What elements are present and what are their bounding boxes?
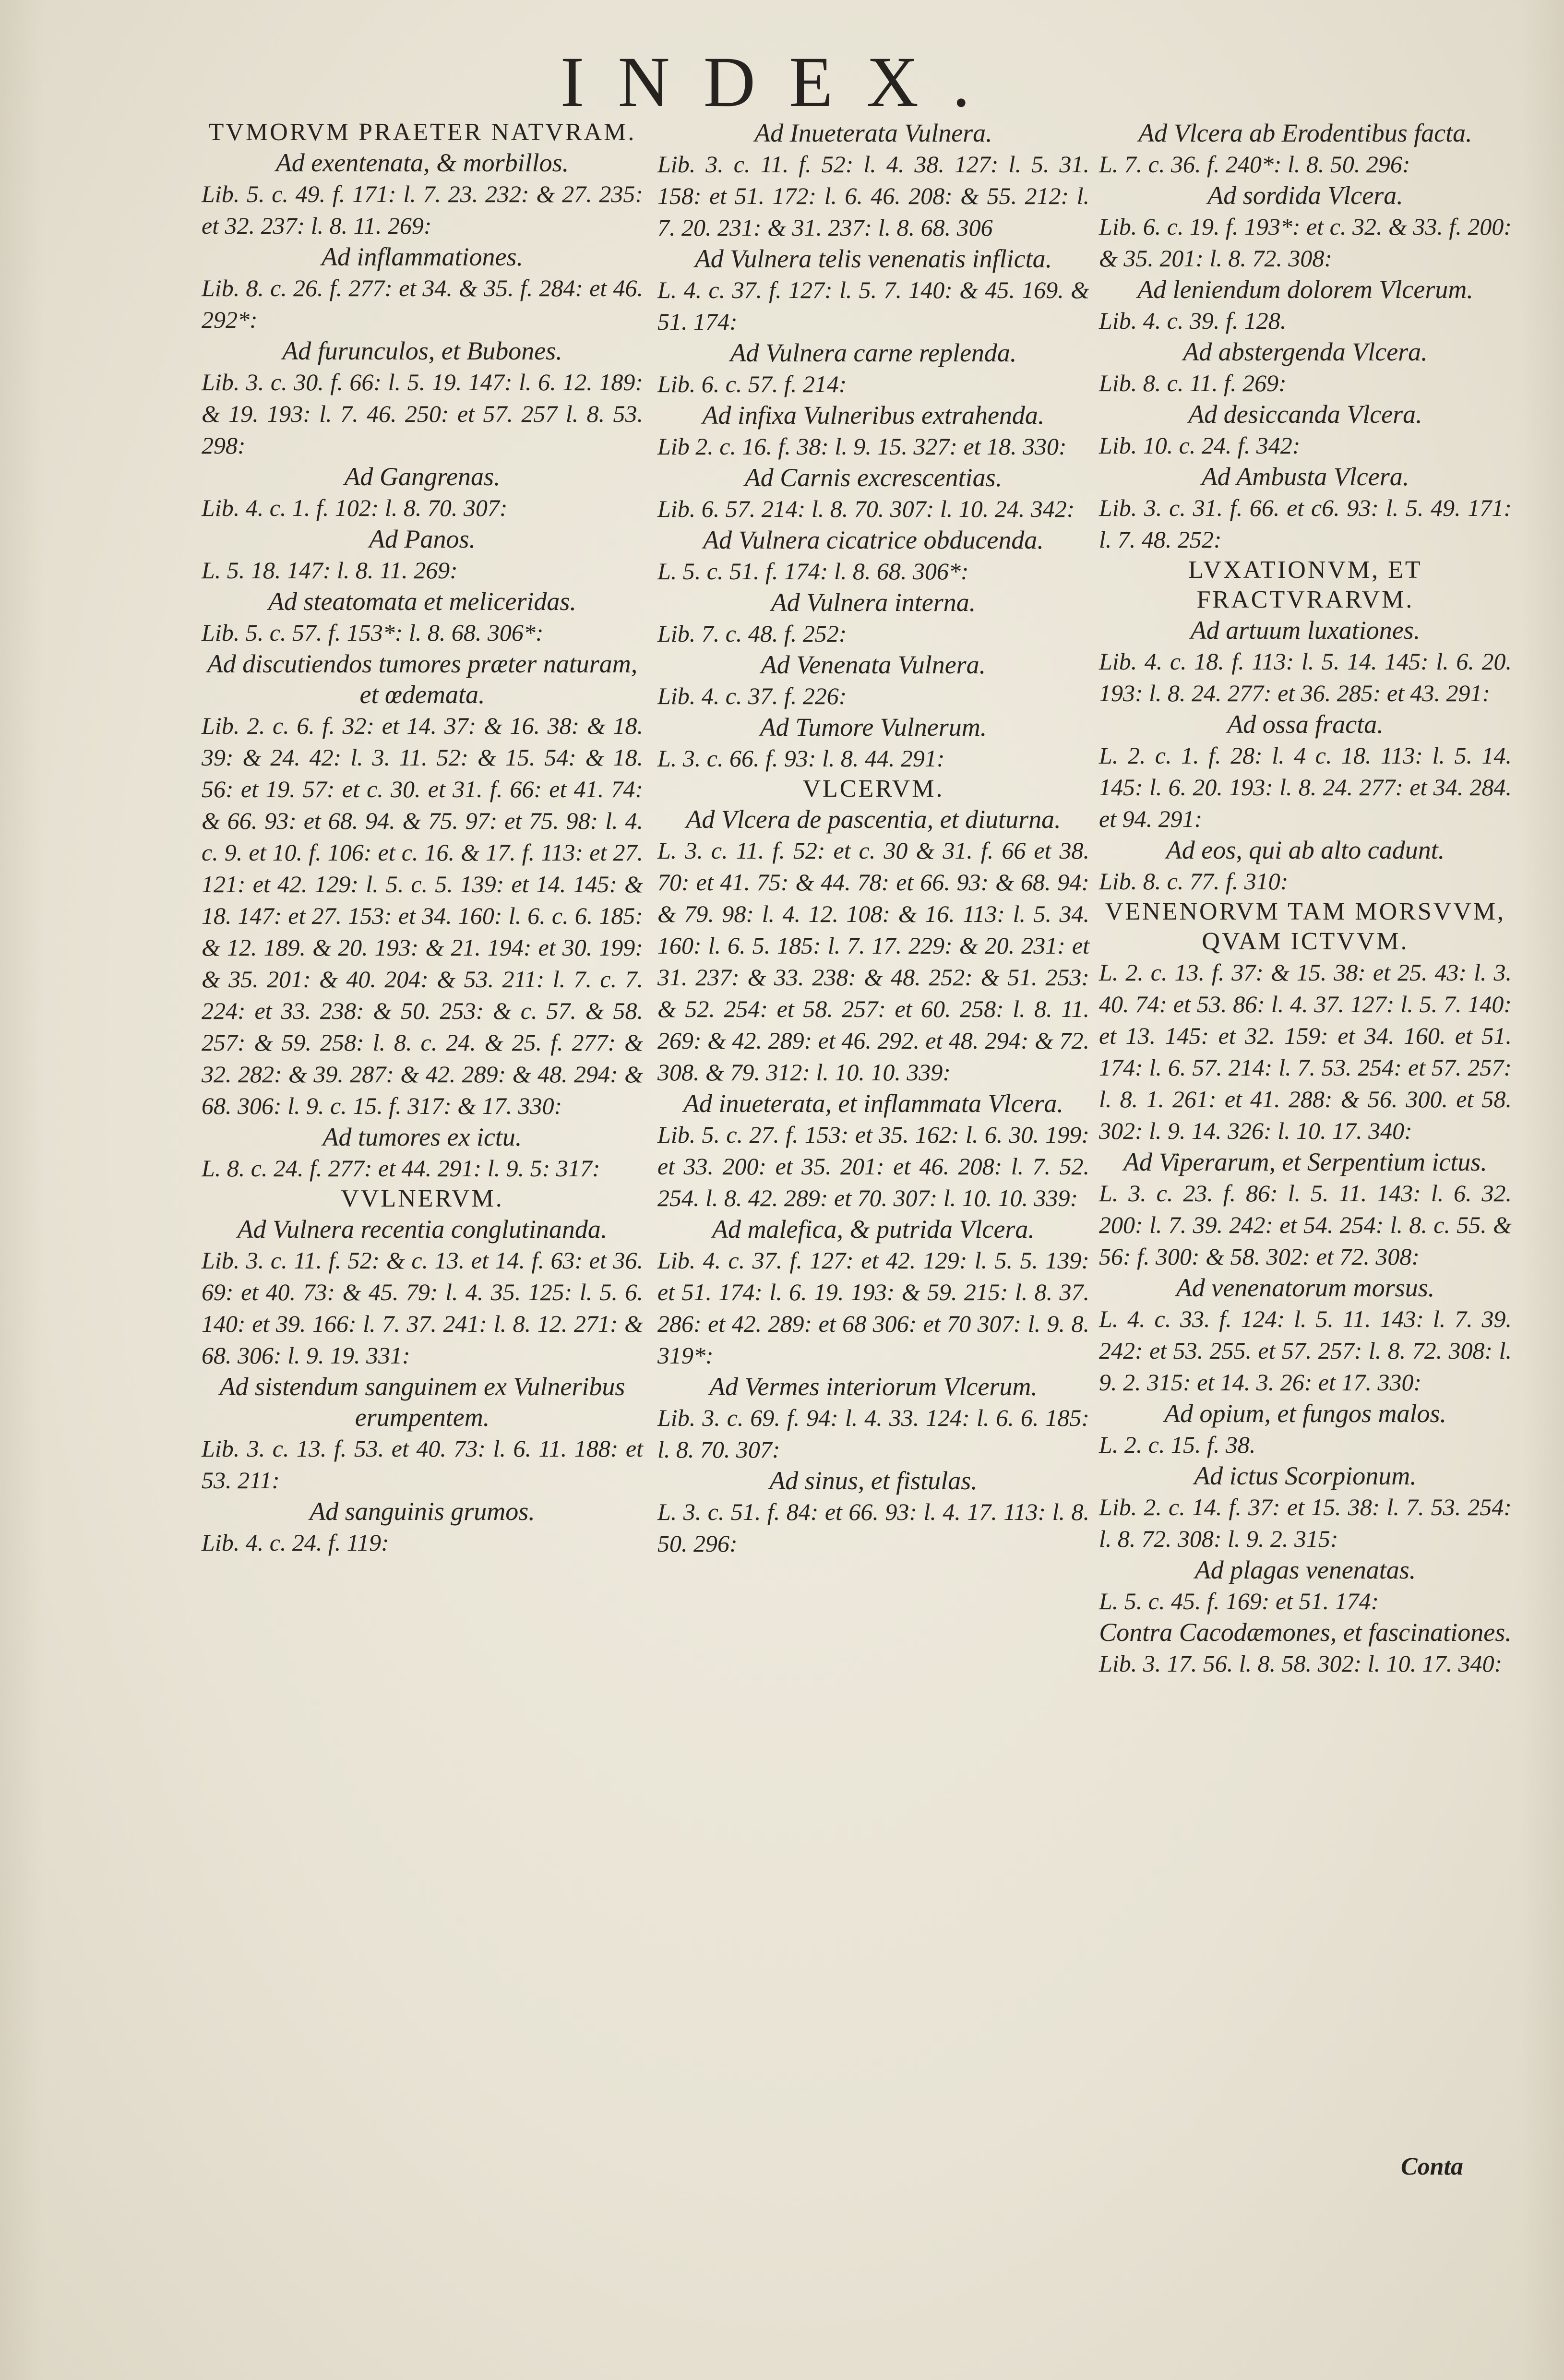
index-subheading: Ad plagas venenatas. (1194, 1555, 1416, 1584)
index-reference: Lib. 8. c. 11. f. 269: (1099, 370, 1287, 396)
index-reference: Lib. 8. c. 26. f. 277: et 34. & 35. f. 284: et 46. 292*: (202, 275, 643, 333)
index-reference: Lib. 5. c. 27. f. 153: et 35. 162: l. 6. 30. 199: et 33. 200: et 35. 201: et 46. 208: l. 7. 52. 254. l. 8. 42. 289: et 70. 307: l. 10. 10. 339: (657, 1121, 1089, 1211)
catchword: Conta (1400, 2153, 1463, 2180)
index-subheading: Contra Cacodæmones, et fascinationes. (1099, 1618, 1512, 1647)
index-subheading: Ad tumores ex ictu. (322, 1123, 522, 1151)
index-reference: Lib. 4. c. 37. f. 127: et 42. 129: l. 5. 5. 139: et 51. 174: l. 6. 19. 193: & 59. 215: l. 8. 37. 286: et 42. 289: et 68 306: et 70 307: l. 9. 8. 319*: (657, 1247, 1089, 1369)
index-reference: Lib. 5. c. 49. f. 171: l. 7. 23. 232: & 27. 235: et 32. 237: l. 8. 11. 269: (202, 180, 643, 239)
index-subheading: Ad infixa Vulneribus extrahenda. (702, 401, 1045, 430)
index-subheading: Ad Vulnera interna. (771, 588, 976, 617)
index-subheading: Ad steatomata et meliceridas. (268, 587, 576, 616)
index-reference: L. 4. c. 37. f. 127: l. 5. 7. 140: & 45. 169. & 51. 174: (657, 276, 1089, 335)
section-heading: VVLNERVM. (341, 1185, 504, 1212)
index-subheading: Ad sinus, et fistulas. (769, 1466, 978, 1495)
index-reference: L. 5. 18. 147: l. 8. 11. 269: (202, 557, 458, 584)
index-subheading: Ad venenatorum morsus. (1176, 1273, 1435, 1302)
section-heading: VENENORVM TAM MORSVVM, QVAM ICTVVM. (1105, 898, 1506, 955)
index-reference: L. 2. c. 1. f. 28: l. 4 c. 18. 113: l. 5. 14. 145: l. 6. 20. 193: l. 8. 24. 277: et 34. 284. et 94. 291: (1099, 742, 1512, 832)
index-subheading: Ad malefica, & putrida Vlcera. (712, 1215, 1035, 1244)
index-reference: Lib. 5. c. 57. f. 153*: l. 8. 68. 306*: (202, 619, 544, 646)
index-reference: Lib. 4. c. 37. f. 226: (657, 682, 847, 709)
index-subheading: Ad Vlcera de pascentia, et diuturna. (686, 805, 1061, 834)
index-reference: Lib. 3. c. 31. f. 66. et c6. 93: l. 5. 49. 171: l. 7. 48. 252: (1099, 494, 1512, 553)
index-subheading: Ad leniendum dolorem Vlcerum. (1137, 275, 1473, 304)
index-reference: L. 2. c. 13. f. 37: & 15. 38: et 25. 43: l. 3. 40. 74: et 53. 86: l. 4. 37. 127: l. 5. 7. 140: et 13. 145: et 32. 159: et 34. 160. et 51. 174: l. 6. 57. 214: l. 7. 53. 254: et 57. 257: l. 8. 1. 261: et 41. 288: & 56. 300. et 58. 302: l. 9. 14. 326: l. 10. 17. 340: (1099, 959, 1512, 1144)
index-reference: L. 7. c. 36. f. 240*: l. 8. 50. 296: (1099, 151, 1410, 178)
index-reference: Lib. 3. c. 11. f. 52: l. 4. 38. 127: l. 5. 31. 158: et 51. 172: l. 6. 46. 208: & 55. 212: l. 7. 20. 231: & 31. 237: l. 8. 68. 306 (657, 151, 1089, 241)
index-reference: Lib. 3. c. 30. f. 66: l. 5. 19. 147: l. 6. 12. 189: & 19. 193: l. 7. 46. 250: et 57. 257 l. 8. 53. 298: (202, 369, 643, 459)
index-column-2 (657, 118, 1089, 1559)
right-edge-shading (1521, 0, 1564, 2380)
index-subheading: Ad artuum luxationes. (1190, 616, 1421, 645)
index-reference: Lib. 4. c. 1. f. 102: l. 8. 70. 307: (202, 494, 508, 521)
index-column-3 (1099, 118, 1512, 1679)
index-subheading: Ad Panos. (369, 525, 476, 553)
index-subheading: Ad Viperarum, et Serpentium ictus. (1123, 1148, 1487, 1176)
index-reference: Lib. 4. c. 39. f. 128. (1099, 307, 1287, 334)
index-subheading: Ad inflammationes. (322, 242, 523, 271)
index-subheading: Ad discutiendos tumores præter naturam, et œdemata. (207, 649, 638, 709)
index-reference: Lib. 6. c. 57. f. 214: (657, 371, 847, 397)
index-subheading: Ad Tumore Vulnerum. (760, 713, 987, 742)
index-subheading: Ad Inueterata Vulnera. (754, 119, 992, 147)
index-reference: L. 5. c. 51. f. 174: l. 8. 68. 306*: (657, 558, 969, 585)
index-subheading: Ad sistendum sanguinem ex Vulneribus erumpentem. (219, 1372, 625, 1432)
index-reference: Lib. 2. c. 6. f. 32: et 14. 37: & 16. 38: & 18. 39: & 24. 42: l. 3. 11. 52: & 15. 54: & 18. 56: et 19. 57: et c. 30. et 31. f. 66: et 41. 74: & 66. 93: et 68. 94. & 75. 97: et 75. 98: l. 4. c. 9. et 10. f. 106: et c. 16. & 17. f. 113: et 27. 121: et 42. 129: l. 5. c. 5. 139: et 14. 145: & 18. 147: et 27. 153: et 34. 160: l. 6. c. 6. 185: & 12. 189. & 20. 193: & 21. 194: et 30. 199: & 35. 201: & 40. 204: & 53. 211: l. 7. c. 7. 224: et 33. 238: & 50. 253: & c. 57. & 58. 257: & 59. 258: l. 8. c. 24. & 25. f. 277: & 32. 282: & 39. 287: & 42. 289: & 48. 294: & 68. 306: l. 9. c. 15. f. 317: & 17. 330: (202, 712, 643, 1119)
index-subheading: Ad desiccanda Vlcera. (1188, 400, 1422, 429)
page-title: INDEX. (560, 42, 1004, 122)
index-reference: Lib. 4. c. 18. f. 113: l. 5. 14. 145: l. 6. 20. 193: l. 8. 24. 277: et 36. 285: et 43. 291: (1099, 648, 1512, 706)
index-subheading: Ad sanguinis grumos. (310, 1497, 535, 1526)
index-reference: L. 4. c. 33. f. 124: l. 5. 11. 143: l. 7. 39. 242: et 53. 255. et 57. 257: l. 8. 72. 308: l. 9. 2. 315: et 14. 3. 26: et 17. 330: (1099, 1305, 1512, 1396)
index-subheading: Ad Vermes interiorum Vlcerum. (709, 1372, 1038, 1401)
index-subheading: Ad Vlcera ab Erodentibus facta. (1138, 119, 1472, 147)
index-subheading: Ad Vulnera cicatrice obducenda. (703, 526, 1044, 554)
index-reference: L. 3. c. 66. f. 93: l. 8. 44. 291: (657, 745, 945, 772)
index-subheading: Ad Vulnera telis venenatis inflicta. (694, 244, 1052, 273)
index-subheading: Ad sordida Vlcera. (1207, 181, 1403, 210)
index-reference: Lib 2. c. 16. f. 38: l. 9. 15. 327: et 18. 330: (657, 433, 1067, 460)
section-heading: TVMORVM PRAETER NATVRAM. (208, 119, 636, 146)
index-subheading: Ad Ambusta Vlcera. (1201, 462, 1409, 491)
index-reference: Lib. 2. c. 14. f. 37: et 15. 38: l. 7. 53. 254: l. 8. 72. 308: l. 9. 2. 315: (1099, 1494, 1512, 1552)
index-reference: Lib. 6. 57. 214: l. 8. 70. 307: l. 10. 24. 342: (657, 495, 1075, 522)
index-reference: L. 8. c. 24. f. 277: et 44. 291: l. 9. 5: 317: (202, 1155, 600, 1182)
index-subheading: Ad Vulnera carne replenda. (730, 338, 1017, 367)
index-reference: Lib. 3. c. 11. f. 52: & c. 13. et 14. f. 63: et 36. 69: et 40. 73: & 45. 79: l. 4. 35. 125: l. 5. 6. 140: et 39. 166: l. 7. 37. 241: l. 8. 12. 271: & 68. 306: l. 9. 19. 331: (202, 1247, 643, 1369)
index-subheading: Ad Carnis excrescentias. (744, 463, 1003, 492)
index-reference: Lib. 4. c. 24. f. 119: (202, 1529, 389, 1556)
section-heading: LVXATIONVM, ET FRACTVRARVM. (1188, 556, 1422, 613)
index-reference: Lib. 3. c. 13. f. 53. et 40. 73: l. 6. 11. 188: et 53. 211: (202, 1435, 643, 1494)
index-subheading: Ad furunculos, et Bubones. (282, 336, 562, 365)
index-subheading: Ad inueterata, et inflammata Vlcera. (683, 1089, 1063, 1118)
index-reference: Lib. 3. 17. 56. l. 8. 58. 302: l. 10. 17. 340: (1099, 1650, 1503, 1677)
index-subheading: Ad abstergenda Vlcera. (1183, 337, 1428, 366)
index-reference: L. 3. c. 11. f. 52: et c. 30 & 31. f. 66 et 38. 70: et 41. 75: & 44. 78: et 66. 93: & 68. 94: & 79. 98: l. 4. 12. 108: & 16. 113: l. 5. 34. 160: l. 6. 5. 185: l. 7. 17. 229: & 20. 231: et 31. 237: & 33. 238: & 48. 252: & 51. 253: & 52. 254: et 58. 257: et 60. 258: l. 8. 11. 269: & 42. 289: et 46. 292. et 48. 294: & 72. 308. & 79. 312: l. 10. 10. 339: (657, 837, 1089, 1086)
index-subheading: Ad Venenata Vulnera. (761, 650, 986, 679)
index-reference: Lib. 3. c. 69. f. 94: l. 4. 33. 124: l. 6. 6. 185: l. 8. 70. 307: (657, 1404, 1089, 1463)
index-reference: L. 3. c. 51. f. 84: et 66. 93: l. 4. 17. 113: l. 8. 50. 296: (657, 1498, 1089, 1557)
index-reference: L. 3. c. 23. f. 86: l. 5. 11. 143: l. 6. 32. 200: l. 7. 39. 242: et 54. 254: l. 8. c. 55. & 56: f. 300: & 58. 302: et 72. 308: (1099, 1180, 1512, 1270)
index-column-1 (202, 118, 643, 1558)
left-edge-shading (0, 0, 43, 2380)
index-reference: Lib. 7. c. 48. f. 252: (657, 620, 847, 647)
index-reference: Lib. 8. c. 77. f. 310: (1099, 868, 1289, 895)
index-subheading: Ad Vulnera recentia conglutinanda. (237, 1215, 608, 1244)
index-subheading: Ad exentenata, & morbillos. (275, 148, 569, 177)
index-reference: Lib. 10. c. 24. f. 342: (1099, 432, 1301, 459)
index-reference: L. 5. c. 45. f. 169: et 51. 174: (1099, 1588, 1379, 1615)
section-heading: VLCERVM. (802, 775, 944, 802)
index-subheading: Ad Gangrenas. (344, 462, 501, 491)
index-reference: Lib. 6. c. 19. f. 193*: et c. 32. & 33. f. 200: & 35. 201: l. 8. 72. 308: (1099, 213, 1512, 272)
index-subheading: Ad opium, et fungos malos. (1164, 1399, 1446, 1428)
index-subheading: Ad ictus Scorpionum. (1194, 1461, 1417, 1490)
index-reference: L. 2. c. 15. f. 38. (1099, 1431, 1256, 1458)
index-subheading: Ad eos, qui ab alto cadunt. (1166, 836, 1445, 864)
index-subheading: Ad ossa fracta. (1227, 710, 1384, 739)
